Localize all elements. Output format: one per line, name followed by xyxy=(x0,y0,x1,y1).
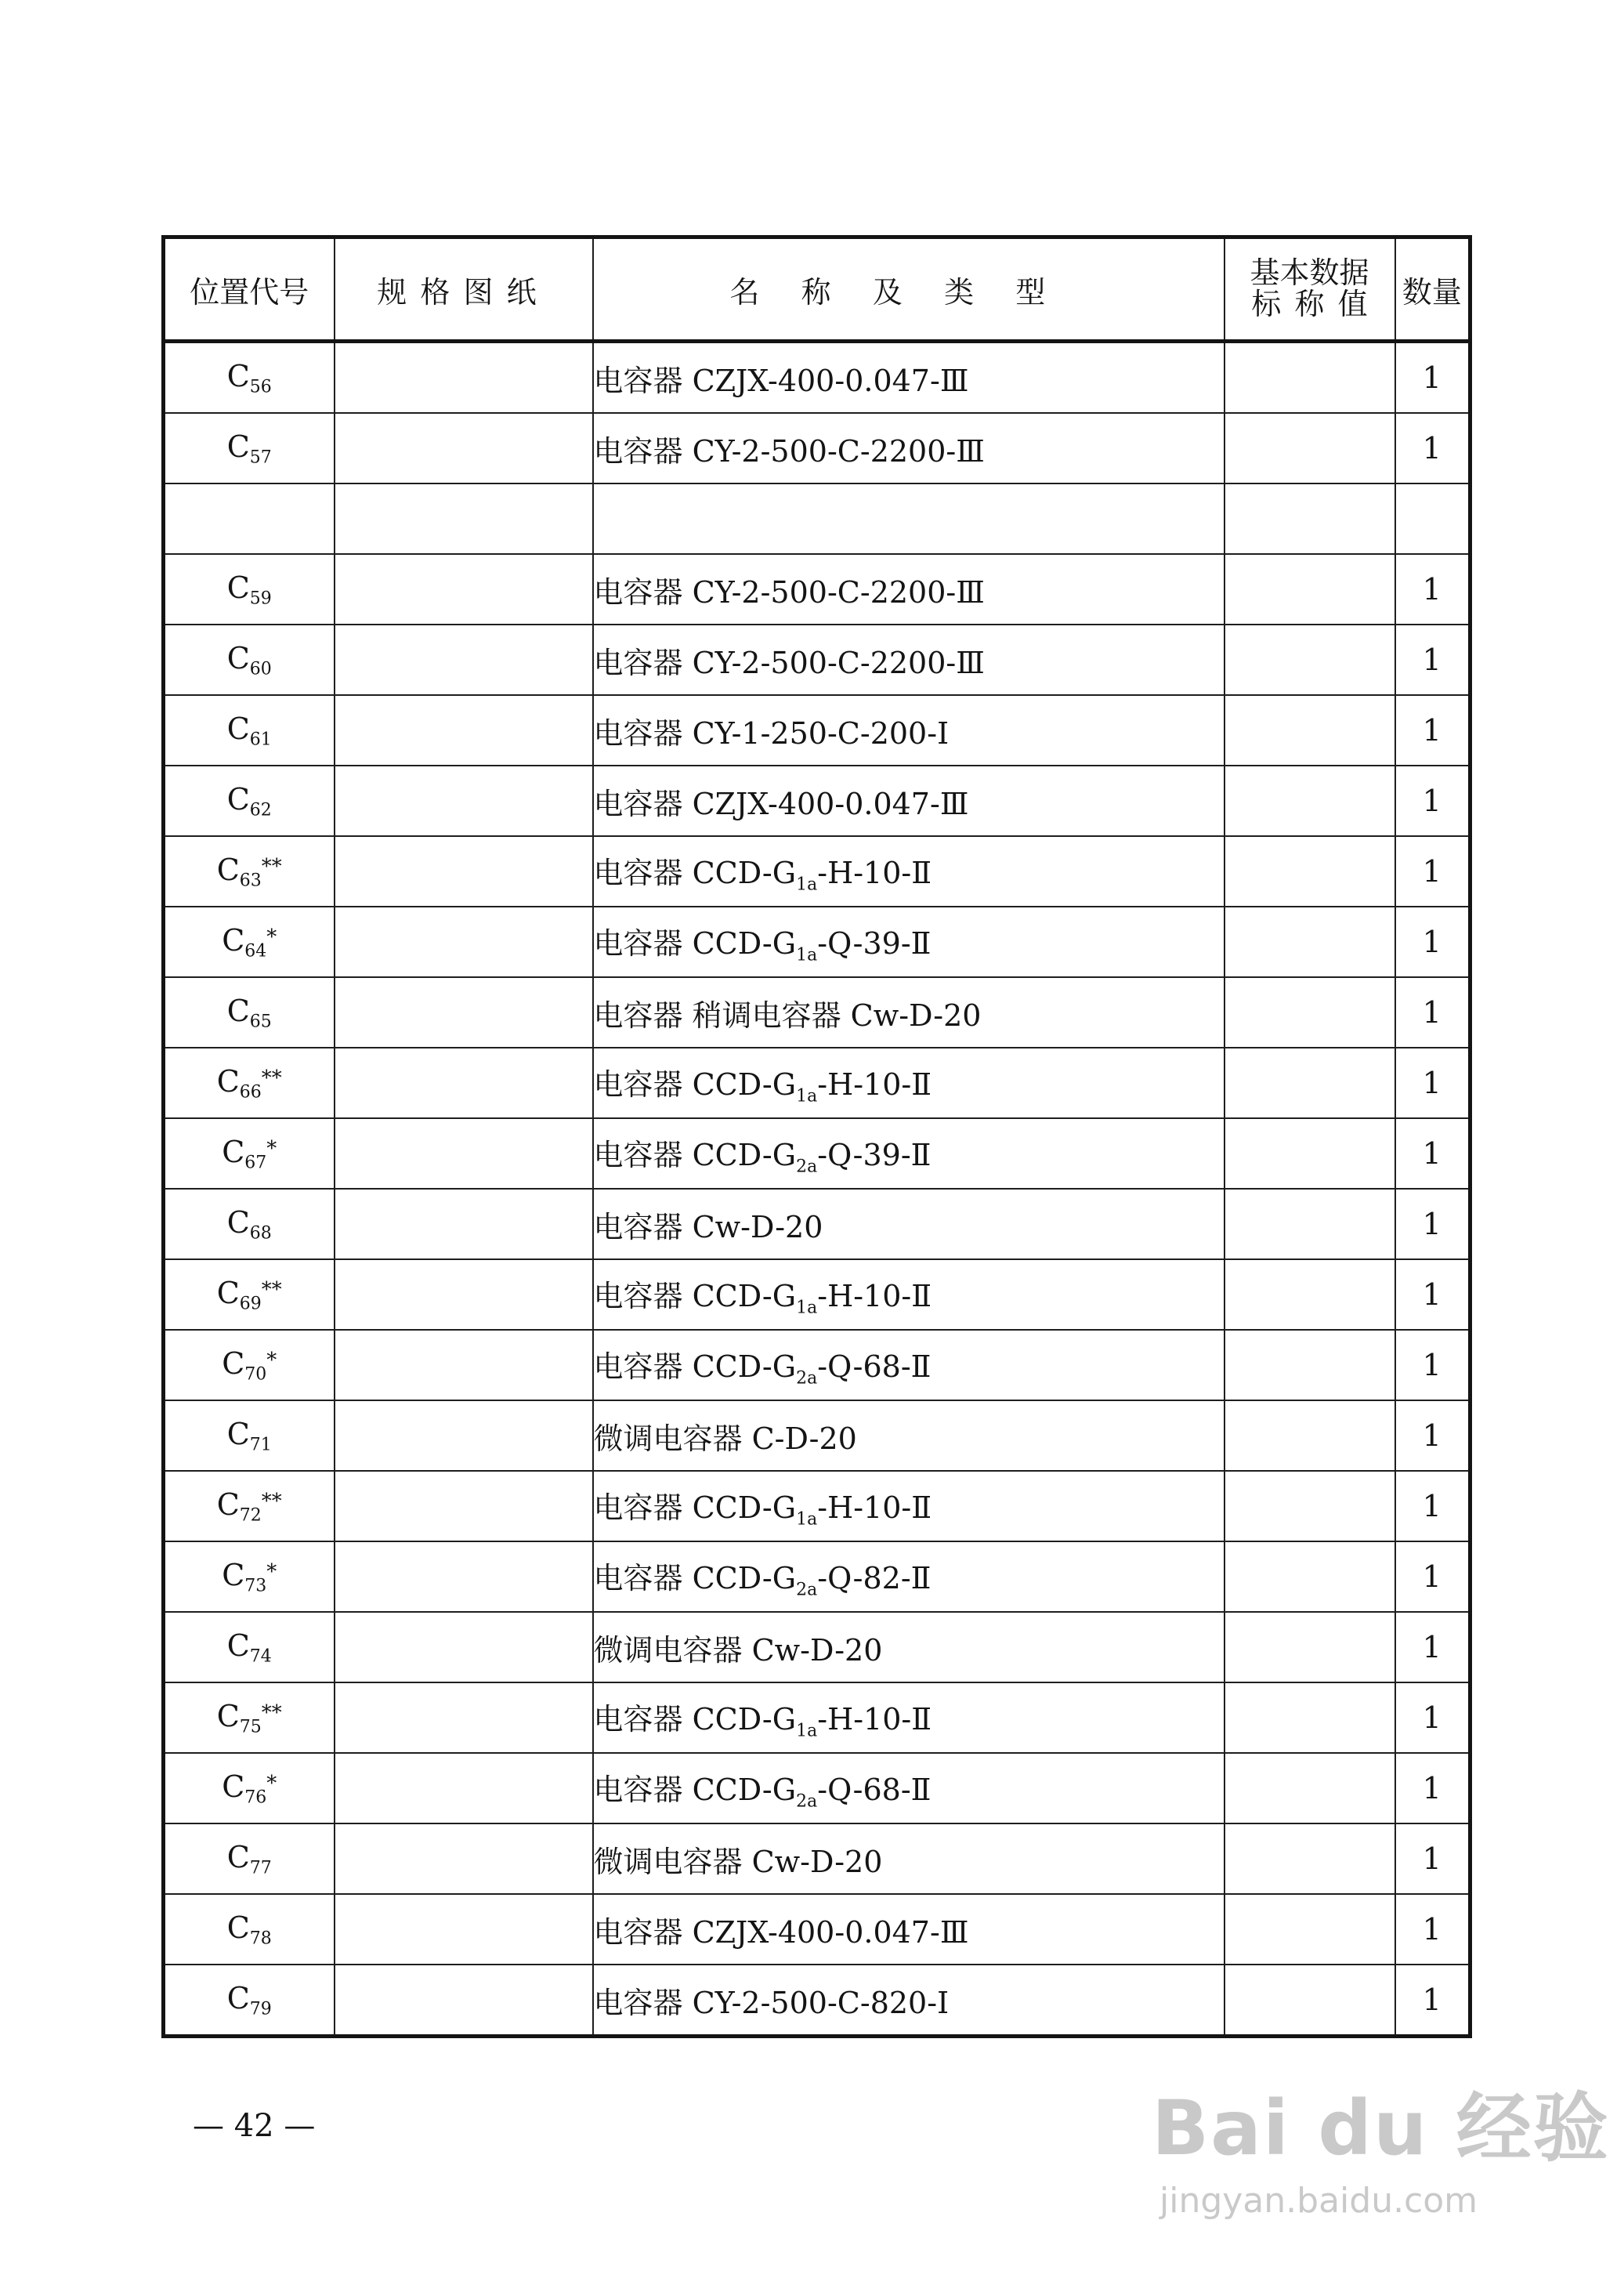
basic-data-cell xyxy=(1225,1048,1395,1118)
position-index: 75 xyxy=(239,1717,262,1737)
quantity: 1 xyxy=(1395,554,1470,625)
position-code xyxy=(164,342,335,414)
basic-data-cell xyxy=(1225,1259,1395,1330)
spec-drawing-cell xyxy=(335,1682,593,1753)
spec-drawing-cell xyxy=(335,766,593,836)
quantity: 1 xyxy=(1395,1894,1470,1965)
position-letter: C xyxy=(226,781,250,817)
position-code xyxy=(164,413,335,483)
component-name: 电容器 CY-2-500-C-2200-Ⅲ xyxy=(593,625,1225,695)
component-name-subscript: 1a xyxy=(796,1298,818,1318)
table-row xyxy=(164,554,1470,625)
position-letter: C xyxy=(222,1345,245,1381)
spec-drawing-cell xyxy=(335,1118,593,1189)
position-letter: C xyxy=(216,852,240,887)
basic-data-cell xyxy=(1225,413,1395,483)
position-code xyxy=(164,1965,335,2037)
position-code xyxy=(164,554,335,625)
component-name-suffix: -Q-68-Ⅱ xyxy=(817,1772,931,1807)
basic-data-cell xyxy=(1225,836,1395,907)
position-code xyxy=(164,907,335,977)
quantity: 1 xyxy=(1395,695,1470,766)
position-mark: * xyxy=(266,925,277,949)
table-row xyxy=(164,342,1470,414)
header-basic-line2: 标称值 xyxy=(1251,287,1381,321)
position-index: 68 xyxy=(249,1223,272,1244)
table-row xyxy=(164,1682,1470,1753)
position-code xyxy=(164,625,335,695)
component-name: 电容器 Cw-D-20 xyxy=(593,1189,1225,1259)
position-letter: C xyxy=(226,993,250,1028)
component-name: 微调电容器 Cw-D-20 xyxy=(593,1823,1225,1894)
basic-data-cell xyxy=(1225,1682,1395,1753)
basic-data-cell xyxy=(1225,1189,1395,1259)
component-name-subscript: 2a xyxy=(796,1157,818,1177)
position-index: 60 xyxy=(249,659,272,679)
quantity: 1 xyxy=(1395,1612,1470,1682)
position-mark: ** xyxy=(261,854,282,878)
table-header xyxy=(164,237,1470,342)
component-name-prefix: 电容器 CCD-G xyxy=(593,1067,797,1102)
quantity: 1 xyxy=(1395,1541,1470,1612)
spec-drawing-cell xyxy=(335,1189,593,1259)
component-name-subscript: 1a xyxy=(796,945,818,965)
component-name: 电容器 CZJX-400-0.047-Ⅲ xyxy=(593,1894,1225,1965)
quantity: 1 xyxy=(1395,1471,1470,1541)
header-spec: 规格图纸 xyxy=(335,237,593,342)
spec-drawing-cell xyxy=(335,1048,593,1118)
table-body xyxy=(164,342,1470,2037)
position-code xyxy=(164,1189,335,1259)
component-name xyxy=(593,1753,1225,1823)
component-name xyxy=(593,1048,1225,1118)
spec-drawing-cell xyxy=(335,907,593,977)
component-name-subscript: 1a xyxy=(796,1509,818,1530)
position-letter: C xyxy=(226,1910,250,1945)
position-index: 67 xyxy=(244,1153,267,1173)
position-index: 61 xyxy=(249,730,272,750)
parts-table xyxy=(161,235,1472,2038)
position-code xyxy=(164,1118,335,1189)
table-row xyxy=(164,1894,1470,1965)
position-code xyxy=(164,1048,335,1118)
component-name-prefix: 电容器 CCD-G xyxy=(593,1701,797,1736)
quantity xyxy=(1395,483,1470,554)
quantity: 1 xyxy=(1395,1965,1470,2037)
component-name: 微调电容器 C-D-20 xyxy=(593,1400,1225,1471)
component-name-subscript: 1a xyxy=(796,1721,818,1741)
component-name-subscript: 1a xyxy=(796,875,818,895)
position-letter: C xyxy=(222,1557,245,1592)
quantity: 1 xyxy=(1395,1753,1470,1823)
position-index: 62 xyxy=(249,800,272,820)
table-row xyxy=(164,1189,1470,1259)
header-row xyxy=(164,237,1470,342)
component-name-prefix: 电容器 CCD-G xyxy=(593,1772,797,1807)
watermark-url: jingyan.baidu.com xyxy=(1159,2181,1478,2221)
quantity: 1 xyxy=(1395,1823,1470,1894)
position-mark: ** xyxy=(261,1277,282,1302)
position-code xyxy=(164,1612,335,1682)
position-letter: C xyxy=(216,1063,240,1099)
component-name-prefix: 电容器 CCD-G xyxy=(593,855,797,890)
basic-data-cell xyxy=(1225,554,1395,625)
position-index: 79 xyxy=(249,1999,272,2019)
table-row xyxy=(164,977,1470,1048)
header-quantity: 数量 xyxy=(1395,237,1470,342)
basic-data-cell xyxy=(1225,1894,1395,1965)
component-name: 电容器 CY-2-500-C-2200-Ⅲ xyxy=(593,554,1225,625)
position-mark: ** xyxy=(261,1489,282,1513)
quantity: 1 xyxy=(1395,1048,1470,1118)
component-name: 电容器 CY-2-500-C-2200-Ⅲ xyxy=(593,413,1225,483)
component-name: 电容器 CY-1-250-C-200-Ⅰ xyxy=(593,695,1225,766)
position-letter: C xyxy=(226,640,250,675)
quantity: 1 xyxy=(1395,907,1470,977)
component-name-subscript: 2a xyxy=(796,1368,818,1389)
table-row xyxy=(164,1753,1470,1823)
position-code xyxy=(164,766,335,836)
quantity: 1 xyxy=(1395,1330,1470,1400)
component-name-suffix: -Q-68-Ⅱ xyxy=(817,1349,931,1384)
component-name xyxy=(593,907,1225,977)
position-code xyxy=(164,1330,335,1400)
basic-data-cell xyxy=(1225,1330,1395,1400)
spec-drawing-cell xyxy=(335,695,593,766)
position-mark: ** xyxy=(261,1066,282,1090)
watermark xyxy=(1152,2069,1610,2221)
position-letter: C xyxy=(216,1698,240,1733)
table-row xyxy=(164,1259,1470,1330)
table-row xyxy=(164,836,1470,907)
basic-data-cell xyxy=(1225,1823,1395,1894)
position-code xyxy=(164,1471,335,1541)
basic-data-cell xyxy=(1225,1541,1395,1612)
basic-data-cell xyxy=(1225,1400,1395,1471)
table-row xyxy=(164,625,1470,695)
position-index: 59 xyxy=(249,588,272,609)
spec-drawing-cell xyxy=(335,1612,593,1682)
spec-drawing-cell xyxy=(335,1823,593,1894)
position-mark: * xyxy=(266,1348,277,1372)
position-mark: ** xyxy=(261,1700,282,1725)
spec-drawing-cell xyxy=(335,1259,593,1330)
component-name xyxy=(593,483,1225,554)
position-code xyxy=(164,1541,335,1612)
component-name xyxy=(593,1259,1225,1330)
position-index: 72 xyxy=(239,1505,262,1526)
table-row xyxy=(164,1400,1470,1471)
spec-drawing-cell xyxy=(335,1965,593,2037)
spec-drawing-cell xyxy=(335,1894,593,1965)
quantity: 1 xyxy=(1395,1189,1470,1259)
basic-data-cell xyxy=(1225,766,1395,836)
component-name: 电容器 CZJX-400-0.047-Ⅲ xyxy=(593,766,1225,836)
position-letter: C xyxy=(226,429,250,464)
basic-data-cell xyxy=(1225,1471,1395,1541)
position-mark: * xyxy=(266,1136,277,1161)
component-name: 微调电容器 Cw-D-20 xyxy=(593,1612,1225,1682)
position-code xyxy=(164,1259,335,1330)
position-index: 77 xyxy=(249,1858,272,1878)
position-code xyxy=(164,1400,335,1471)
position-code xyxy=(164,695,335,766)
table-row xyxy=(164,1330,1470,1400)
table-row xyxy=(164,483,1470,554)
spec-drawing-cell xyxy=(335,483,593,554)
component-name xyxy=(593,1541,1225,1612)
basic-data-cell xyxy=(1225,625,1395,695)
position-code xyxy=(164,1894,335,1965)
table-row xyxy=(164,766,1470,836)
page-number: — 42 — xyxy=(193,2108,316,2144)
quantity: 1 xyxy=(1395,413,1470,483)
position-letter: C xyxy=(222,1769,245,1804)
component-name xyxy=(593,1118,1225,1189)
component-name: 电容器 CY-2-500-C-820-Ⅰ xyxy=(593,1965,1225,2037)
spec-drawing-cell xyxy=(335,342,593,414)
spec-drawing-cell xyxy=(335,977,593,1048)
component-name xyxy=(593,1682,1225,1753)
component-name: 电容器 稍调电容器 Cw-D-20 xyxy=(593,977,1225,1048)
position-letter: C xyxy=(216,1275,240,1310)
watermark-logo-text: Bai du 经验 xyxy=(1152,2084,1610,2172)
basic-data-cell xyxy=(1225,1753,1395,1823)
table-row xyxy=(164,907,1470,977)
position-mark: * xyxy=(266,1559,277,1584)
spec-drawing-cell xyxy=(335,1400,593,1471)
header-position: 位置代号 xyxy=(164,237,335,342)
basic-data-cell xyxy=(1225,695,1395,766)
component-name-suffix: -H-10-Ⅱ xyxy=(817,1701,932,1736)
position-letter: C xyxy=(216,1487,240,1522)
position-letter: C xyxy=(226,358,250,393)
basic-data-cell xyxy=(1225,1612,1395,1682)
position-index: 65 xyxy=(249,1012,272,1032)
spec-drawing-cell xyxy=(335,625,593,695)
quantity: 1 xyxy=(1395,1400,1470,1471)
position-index: 63 xyxy=(239,871,262,891)
position-index: 73 xyxy=(244,1576,267,1596)
position-letter: C xyxy=(226,711,250,746)
component-name xyxy=(593,1471,1225,1541)
header-basic-data xyxy=(1225,237,1395,342)
position-letter: C xyxy=(226,1839,250,1874)
component-name xyxy=(593,836,1225,907)
header-name: 名称及类型 xyxy=(593,237,1225,342)
position-letter: C xyxy=(226,1980,250,2015)
component-name-suffix: -Q-82-Ⅱ xyxy=(817,1560,931,1595)
basic-data-cell xyxy=(1225,907,1395,977)
position-code xyxy=(164,836,335,907)
quantity: 1 xyxy=(1395,1682,1470,1753)
component-name-suffix: -H-10-Ⅱ xyxy=(817,1067,932,1102)
position-index: 66 xyxy=(239,1082,262,1103)
position-letter: C xyxy=(226,1416,250,1451)
watermark-logo xyxy=(1152,2069,1610,2176)
position-mark: * xyxy=(266,1771,277,1795)
position-letter: C xyxy=(226,1204,250,1240)
position-code xyxy=(164,1823,335,1894)
component-name xyxy=(593,1330,1225,1400)
table-row xyxy=(164,1612,1470,1682)
position-code xyxy=(164,1753,335,1823)
position-letter: C xyxy=(222,922,245,958)
position-letter: C xyxy=(226,570,250,605)
table-row xyxy=(164,1823,1470,1894)
quantity: 1 xyxy=(1395,625,1470,695)
position-index: 76 xyxy=(244,1787,267,1808)
position-index: 71 xyxy=(249,1435,272,1455)
table-row xyxy=(164,1965,1470,2037)
component-name-subscript: 1a xyxy=(796,1086,818,1106)
component-name-prefix: 电容器 CCD-G xyxy=(593,1349,797,1384)
basic-data-cell xyxy=(1225,1965,1395,2037)
position-code xyxy=(164,1682,335,1753)
position-index: 57 xyxy=(249,447,272,468)
spec-drawing-cell xyxy=(335,1541,593,1612)
table-row xyxy=(164,1048,1470,1118)
table-row xyxy=(164,1541,1470,1612)
component-name-prefix: 电容器 CCD-G xyxy=(593,1560,797,1595)
basic-data-cell xyxy=(1225,977,1395,1048)
quantity: 1 xyxy=(1395,836,1470,907)
header-basic-line1: 基本数据 xyxy=(1250,255,1369,291)
spec-drawing-cell xyxy=(335,1753,593,1823)
component-name-prefix: 电容器 CCD-G xyxy=(593,1490,797,1525)
quantity: 1 xyxy=(1395,766,1470,836)
component-name-suffix: -H-10-Ⅱ xyxy=(817,1490,932,1525)
position-code xyxy=(164,483,335,554)
spec-drawing-cell xyxy=(335,1330,593,1400)
position-index: 69 xyxy=(239,1294,262,1314)
quantity: 1 xyxy=(1395,342,1470,414)
component-name-prefix: 电容器 CCD-G xyxy=(593,925,797,961)
spec-drawing-cell xyxy=(335,1471,593,1541)
position-index: 56 xyxy=(249,377,272,397)
component-name-suffix: -H-10-Ⅱ xyxy=(817,1278,932,1313)
component-name-suffix: -Q-39-Ⅱ xyxy=(817,1137,931,1172)
component-name: 电容器 CZJX-400-0.047-Ⅲ xyxy=(593,342,1225,414)
component-name-subscript: 2a xyxy=(796,1580,818,1600)
spec-drawing-cell xyxy=(335,413,593,483)
component-name-subscript: 2a xyxy=(796,1791,818,1812)
spec-drawing-cell xyxy=(335,554,593,625)
table-row xyxy=(164,1118,1470,1189)
quantity: 1 xyxy=(1395,977,1470,1048)
basic-data-cell xyxy=(1225,1118,1395,1189)
component-name-suffix: -Q-39-Ⅱ xyxy=(817,925,931,961)
component-name-suffix: -H-10-Ⅱ xyxy=(817,855,932,890)
quantity: 1 xyxy=(1395,1259,1470,1330)
table-row xyxy=(164,695,1470,766)
position-letter: C xyxy=(226,1628,250,1663)
spec-drawing-cell xyxy=(335,836,593,907)
position-letter: C xyxy=(222,1134,245,1169)
position-index: 70 xyxy=(244,1364,267,1385)
table-row xyxy=(164,413,1470,483)
position-code xyxy=(164,977,335,1048)
quantity: 1 xyxy=(1395,1118,1470,1189)
basic-data-cell xyxy=(1225,483,1395,554)
position-index: 64 xyxy=(244,941,267,961)
basic-data-cell xyxy=(1225,342,1395,414)
position-index: 78 xyxy=(249,1928,272,1949)
table-row xyxy=(164,1471,1470,1541)
component-name-prefix: 电容器 CCD-G xyxy=(593,1278,797,1313)
position-index: 74 xyxy=(249,1646,272,1667)
component-name-prefix: 电容器 CCD-G xyxy=(593,1137,797,1172)
